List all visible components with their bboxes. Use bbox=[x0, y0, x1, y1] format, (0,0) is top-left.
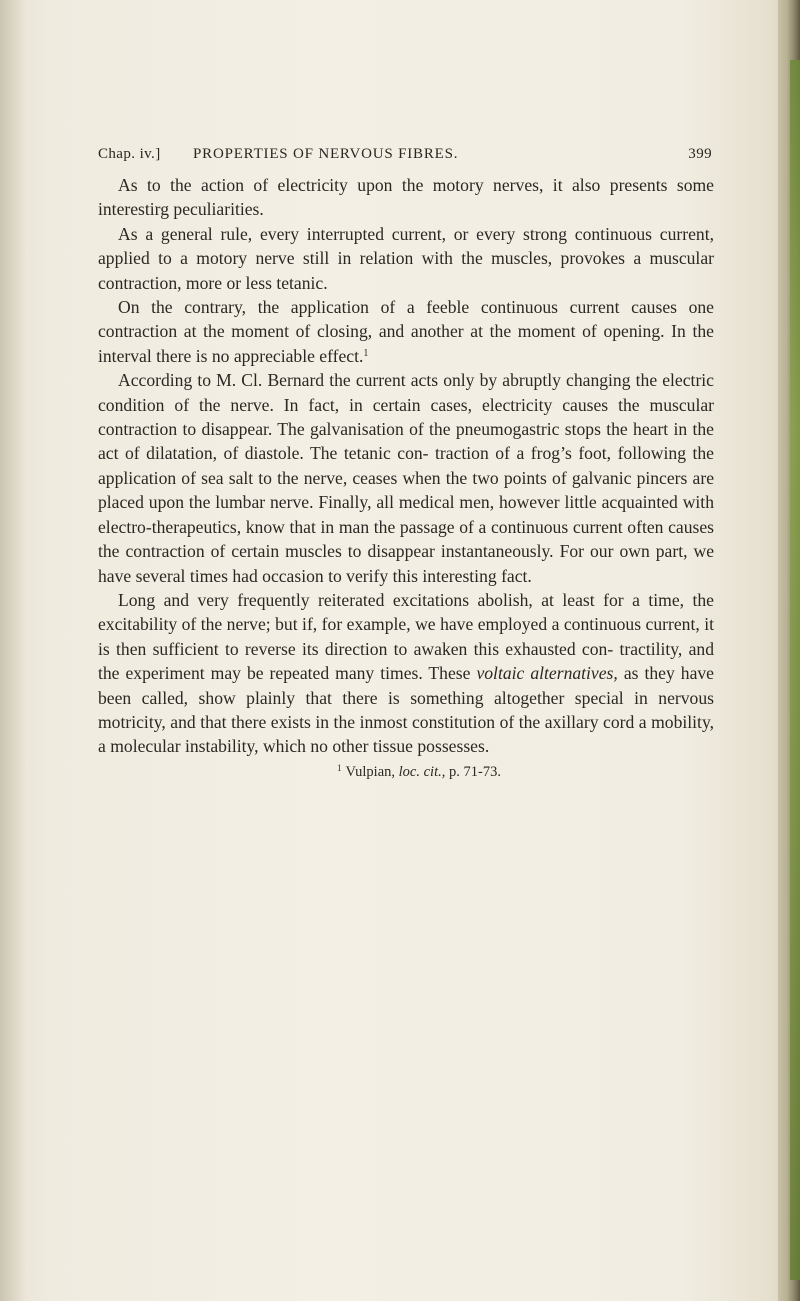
chapter-label: Chap. iv.] bbox=[98, 146, 161, 162]
spine-shadow bbox=[0, 0, 26, 1301]
page-number: 399 bbox=[688, 146, 712, 162]
paragraph-text: Long and very frequently reiterated excitations abolish, at least for a time, the excitability of the nerve; but if, for example, we have employed a continuous current, it is then sufficient to reverse its direction to awaken this exhausted con- tractility, and the experiment may be repeated many times. These bbox=[98, 589, 714, 684]
footnote-pages: p. 71-73. bbox=[445, 764, 501, 780]
body-text bbox=[98, 173, 714, 759]
paragraph-text: as they have been called, show plainly that there is something altogether special in nervous motricity, and that there exists in the inmost constitution of the axillary cord a mobility, a molecular instability, which no other tissue possesses. bbox=[98, 663, 714, 757]
paragraph-text: As to the action of electricity upon the motory nerves, it also presents some interestirg peculiarities. bbox=[98, 175, 714, 220]
paragraph bbox=[98, 368, 714, 588]
running-title: PROPERTIES OF NERVOUS FIBRES. bbox=[193, 146, 459, 162]
footnote-ref: 1 bbox=[363, 347, 369, 359]
footnote-marker: 1 bbox=[337, 763, 342, 773]
cover-edge bbox=[790, 60, 800, 1280]
footnote-text bbox=[337, 764, 501, 781]
footnote-author: Vulpian, bbox=[345, 764, 399, 780]
paragraph bbox=[98, 173, 714, 222]
paragraph-text: On the contrary, the application of a feeble continuous current causes one contraction at the moment of closing, and another at the moment of opening. In the interval there is no appreciable effect. bbox=[98, 297, 714, 366]
running-header bbox=[98, 146, 712, 170]
paragraph bbox=[98, 222, 714, 295]
paragraph-text: According to M. Cl. Bernard the current acts only by abruptly changing the electric condition of the nerve. In fact, in certain cases, electricity causes the muscular contraction to disappear. The galvanisation of the pneumogastric stops the heart in the act of dilatation, of diastole. The tetanic con- traction of a frog’s foot, following the application of sea salt to the nerve, ceases when the two points of galvanic pincers are placed upon the lumbar nerve. Finally, all medical men, however little acquainted with electro-therapeutics, know that in man the passage of a continuous current often causes the contraction of certain muscles to disappear instantaneously. For our own part, we have several times had occasion to verify this interesting fact. bbox=[98, 370, 714, 586]
footnote bbox=[0, 764, 800, 781]
italic-text: voltaic alternatives, bbox=[476, 663, 618, 684]
paragraph-text: As a general rule, every interrupted current, or every strong continuous current, applied to a motory nerve still in relation with the muscles, provokes a muscular contraction, more or less tetanic. bbox=[98, 223, 714, 293]
paragraph bbox=[98, 588, 714, 759]
footnote-reference: loc. cit., bbox=[398, 764, 446, 780]
paragraph bbox=[98, 295, 714, 368]
